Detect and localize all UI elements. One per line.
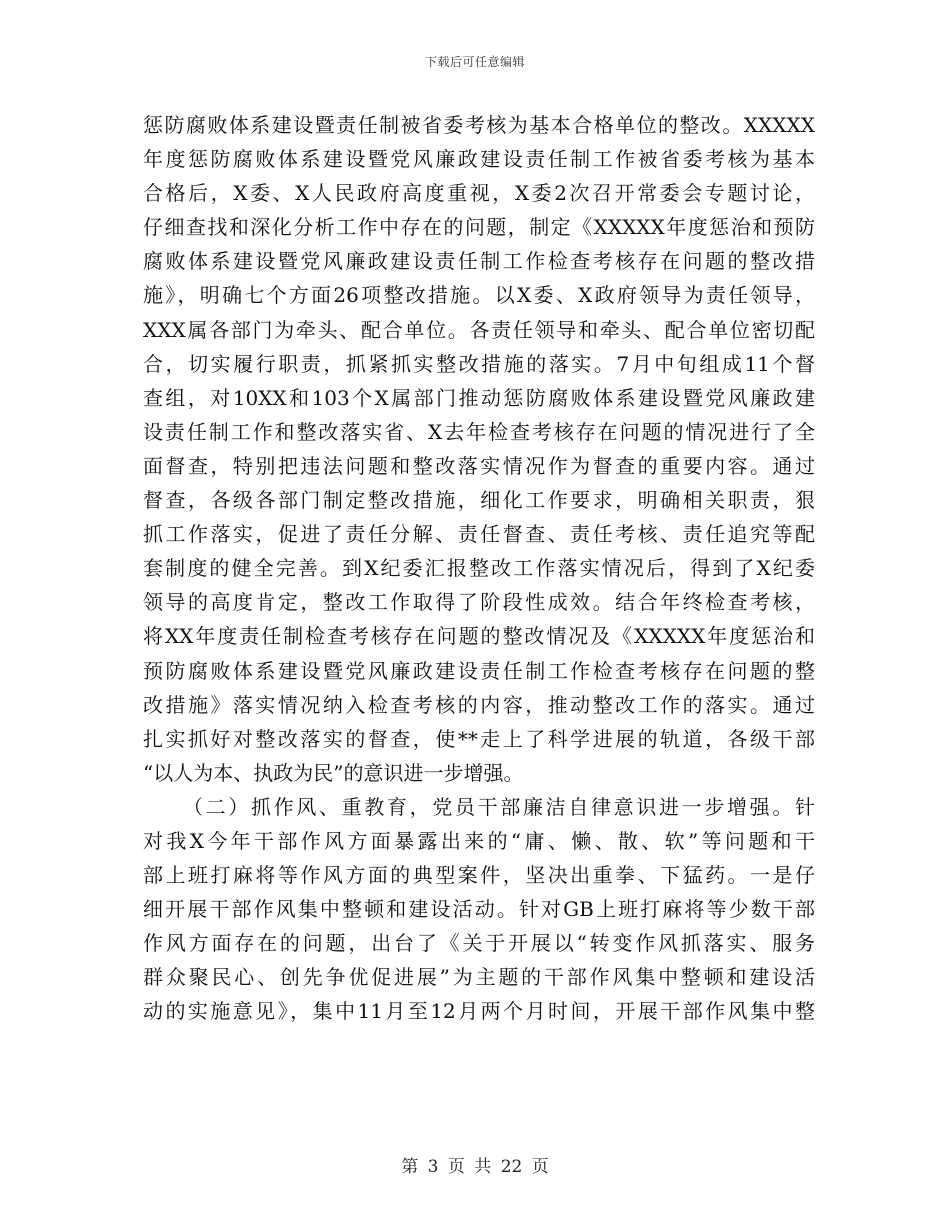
body-line: 改措施》落实情况纳入检查考核的内容，推动整改工作的落实。通过 <box>143 692 815 717</box>
body-line: 查组，对10XX和103个X属部门推动惩防腐败体系建设暨党风廉政建 <box>143 385 815 410</box>
body-line: 合，切实履行职责，抓紧抓实整改措施的落实。7月中旬组成11个督 <box>143 351 815 376</box>
body-line: 施》，明确七个方面26项整改措施。以X委、X政府领导为责任领导， <box>143 283 815 308</box>
section-heading-line: （二）抓作风、重教育，党员干部廉洁自律意识进一步增强。针 <box>183 794 815 819</box>
page-header-note: 下载后可任意编辑 <box>424 55 525 69</box>
body-line: 作风方面存在的问题，出台了《关于开展以“转变作风抓落实、服务 <box>143 931 815 956</box>
body-line: 预防腐败体系建设暨党风廉政建设责任制工作检查考核存在问题的整 <box>143 658 815 683</box>
body-line: 领导的高度肯定，整改工作取得了阶段性成效。结合年终检查考核， <box>143 590 815 615</box>
body-line: 合格后，X委、X人民政府高度重视，X委2次召开常委会专题讨论， <box>143 181 815 206</box>
body-line: 仔细查找和深化分析工作中存在的问题，制定《XXXXX年度惩治和预防 <box>143 215 815 240</box>
body-line: 动的实施意见》，集中11月至12月两个月时间，开展干部作风集中整 <box>143 999 815 1024</box>
body-line: 年度惩防腐败体系建设暨党风廉政建设责任制工作被省委考核为基本 <box>143 147 815 172</box>
body-line: 面督查，特别把违法问题和整改落实情况作为督查的重要内容。通过 <box>143 453 815 478</box>
body-line: 对我X今年干部作风方面暴露出来的“庸、懒、散、软”等问题和干 <box>143 828 815 853</box>
page-number: 第 3 页 共 22 页 <box>401 1157 549 1177</box>
body-line: 腐败体系建设暨党风廉政建设责任制工作检查考核存在问题的整改措 <box>143 249 815 274</box>
body-line: 督查，各级各部门制定整改措施，细化工作要求，明确相关职责，狠 <box>143 488 815 513</box>
body-line: 群众聚民心、创先争优促进展”为主题的干部作风集中整顿和建设活 <box>143 965 815 990</box>
body-line: 部上班打麻将等作风方面的典型案件，坚决出重拳、下猛药。一是仔 <box>143 863 815 888</box>
body-line: 扎实抓好对整改落实的督查，使**走上了科学进展的轨道，各级干部 <box>143 726 815 751</box>
body-line: 套制度的健全完善。到X纪委汇报整改工作落实情况后，得到了X纪委 <box>143 556 815 581</box>
body-line: 惩防腐败体系建设暨责任制被省委考核为基本合格单位的整改。XXXXX <box>143 113 815 137</box>
body-line: “以人为本、执政为民”的意识进一步增强。 <box>143 760 524 785</box>
body-line: 将XX年度责任制检查考核存在问题的整改情况及《XXXXX年度惩治和 <box>143 624 815 649</box>
document-body <box>143 108 815 1029</box>
body-line: 细开展干部作风集中整顿和建设活动。针对GB上班打麻将等少数干部 <box>143 897 815 922</box>
body-line: 设责任制工作和整改落实省、X去年检查考核存在问题的情况进行了全 <box>143 419 815 444</box>
body-line: XXX属各部门为牵头、配合单位。各责任领导和牵头、配合单位密切配 <box>143 317 815 342</box>
body-line: 抓工作落实，促进了责任分解、责任督查、责任考核、责任追究等配 <box>143 522 815 547</box>
